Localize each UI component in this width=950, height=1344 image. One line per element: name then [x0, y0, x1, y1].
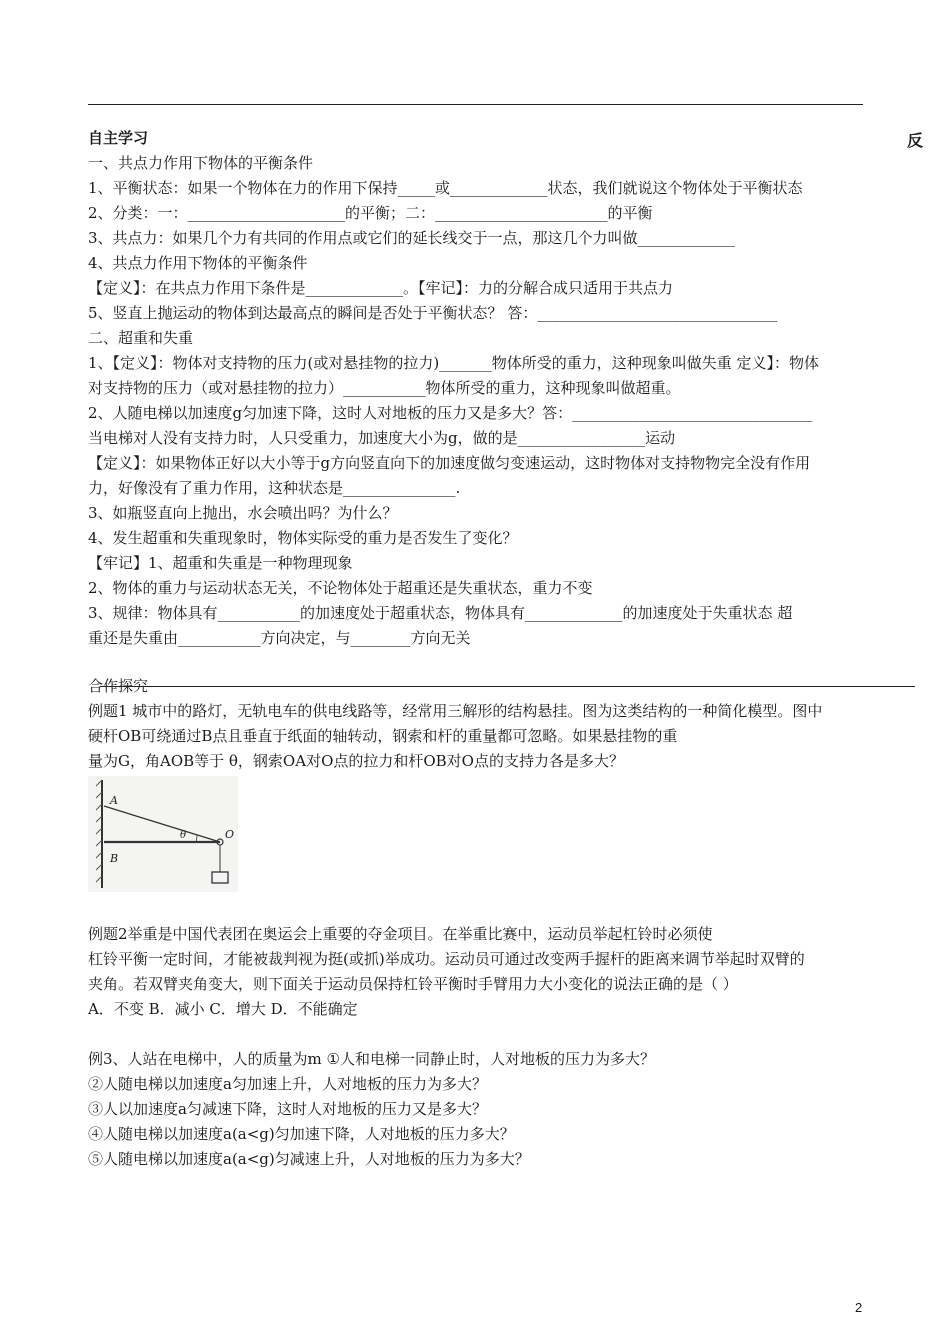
label-a: A [110, 794, 118, 807]
top-rule [88, 104, 863, 105]
example3-line: ④人随电梯以加速度a(a<g)匀加速下降，人对地板的压力多大？ [88, 1125, 515, 1143]
text-line: 【定义】：在共点力作用下条件是_____________。【牢记】：力的分解合成只适用于共点力 [88, 279, 674, 297]
right-edge-char: 反 [907, 131, 924, 150]
text-line: 3、共点力：如果几个力有共同的作用点或它们的延长线交于一点，那这几个力叫做_____________ [88, 229, 736, 247]
text-line: 对支持物的压力（或对悬挂物的拉力）___________物体所受的重力，这种现象叫做超重。 [88, 379, 681, 397]
example3-line: ⑤人随电梯以加速度a(a<g)匀减速上升，人对地板的压力为多大？ [88, 1150, 530, 1168]
text-line: 1、平衡状态：如果一个物体在力的作用下保持_____或_____________状态，我们就说这个物体处于平衡状态 [88, 179, 803, 197]
text-line: 4、共点力作用下物体的平衡条件 [88, 254, 308, 272]
example2-line: 夹角。若双臂夹角变大，则下面关于运动员保持杠铃平衡时手臂用力大小变化的说法正确的是（ ） [88, 975, 738, 993]
example1-line: 例题1 城市中的路灯，无轨电车的供电线路等，经常用三解形的结构悬挂。图为这类结构的一种简化模型。图中 [88, 702, 823, 720]
section-rule [100, 686, 915, 687]
hanging-structure-figure [88, 776, 238, 892]
text-line: 【定义】：如果物体正好以大小等于g方向竖直向下的加速度做匀变速运动，这时物体对支持物物完全没有作用 [88, 454, 811, 472]
section-heading-self-study: 自主学习 [88, 129, 149, 147]
text-line: 【牢记】1、超重和失重是一种物理现象 [88, 554, 353, 572]
text-line: 二、超重和失重 [88, 329, 194, 347]
page-number: 2 [855, 1300, 863, 1315]
text-line: 2、物体的重力与运动状态无关，不论物体处于超重还是失重状态，重力不变 [88, 579, 593, 597]
text-line: 4、发生超重和失重现象时，物体实际受的重力是否发生了变化？ [88, 529, 518, 547]
text-line: 重还是失重由___________方向决定，与________方向无关 [88, 629, 471, 647]
example1-line: 硬杆OB可绕通过B点且垂直于纸面的轴转动，钢索和杆的重量都可忽略。如果悬挂物的重 [88, 727, 678, 745]
label-o: O [225, 828, 235, 841]
example3-line: ②人随电梯以加速度a匀加速上升，人对地板的压力为多大？ [88, 1075, 487, 1093]
text-line: 力，好像没有了重力作用，这种状态是_______________. [88, 479, 461, 497]
example3-line: ③人以加速度a匀减速下降，这时人对地板的压力又是多大？ [88, 1100, 487, 1118]
text-line: 1、【定义】：物体对支持物的压力(或对悬挂物的拉力)_______物体所受的重力，这种现象叫做失重 定义】：物体 [88, 354, 820, 372]
text-line: 2、人随电梯以加速度g匀加速下降，这时人对地板的压力又是多大？答：________________________________ [88, 404, 813, 422]
example3-line: 例3、人站在电梯中，人的质量为m ①人和电梯一同静止时，人对地板的压力为多大？ [88, 1050, 655, 1068]
text-line: 3、如瓶竖直向上抛出，水会喷出吗？为什么？ [88, 504, 398, 522]
example2-line: 例题2举重是中国代表团在奥运会上重要的夺金项目。在举重比赛中，运动员举起杠铃时必须使 [88, 925, 713, 943]
example1-line: 量为G，角AOB等于 θ，钢索OA对O点的拉力和杆OB对O点的支持力各是多大？ [88, 752, 624, 770]
example2-options: A．不变 B．减小 C．增大 D．不能确定 [88, 1000, 358, 1018]
label-b: B [110, 852, 119, 865]
text-line: 当电梯对人没有支持力时，人只受重力，加速度大小为g，做的是_________________运动 [88, 429, 676, 447]
text-line: 3、规律：物体具有___________的加速度处于超重状态，物体具有_____________的加速度处于失重状态 超 [88, 604, 793, 622]
text-line: 2、分类：一：_____________________的平衡；二：_______________________的平衡 [88, 204, 653, 222]
text-line: 5、竖直上抛运动的物体到达最高点的瞬间是否处于平衡状态？ 答：________________________________ [88, 304, 778, 322]
text-line: 一、共点力作用下物体的平衡条件 [88, 154, 314, 172]
example2-line: 杠铃平衡一定时间，才能被裁判视为挺(或抓)举成功。运动员可通过改变两手握杆的距离来调节举起时双臂的 [88, 950, 805, 968]
section-heading-cooperative: 合作探究 [88, 677, 149, 695]
label-theta: θ [180, 830, 187, 841]
